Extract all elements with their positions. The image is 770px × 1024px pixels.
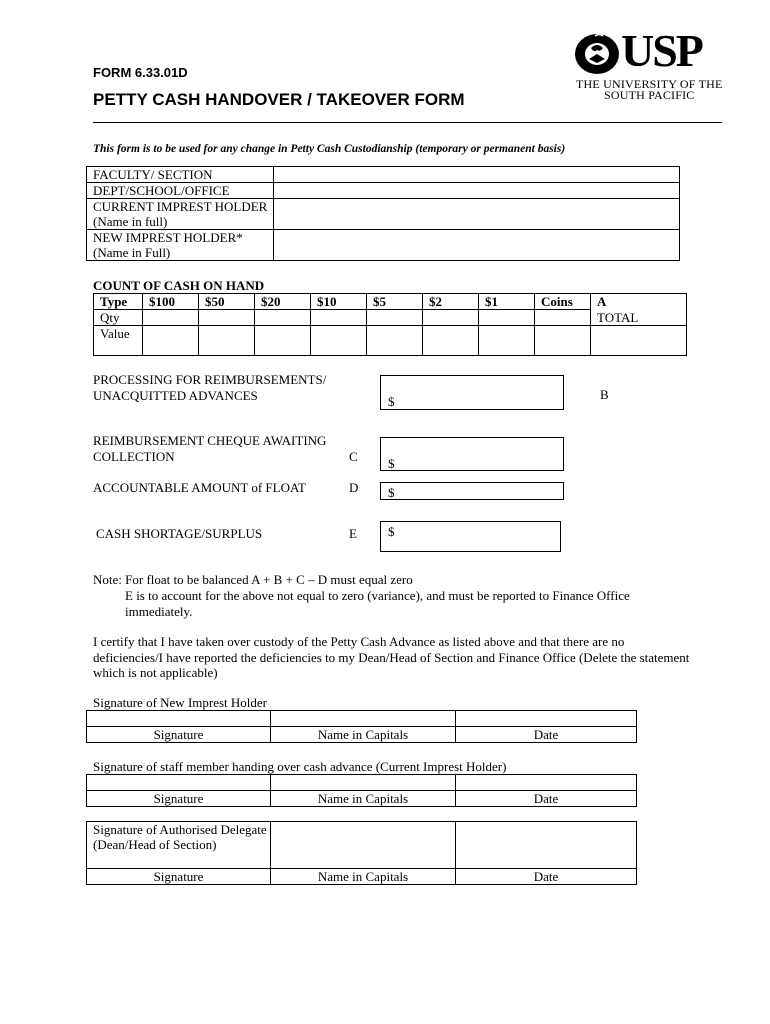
table-row [87, 791, 637, 807]
date-field[interactable] [456, 775, 637, 791]
current-holder-input[interactable] [274, 199, 680, 230]
float-label: ACCOUNTABLE AMOUNT of FLOAT [93, 480, 306, 495]
currency-symbol: $ [388, 394, 395, 409]
qty-cell[interactable] [255, 310, 311, 326]
date-column-label: Date [456, 727, 637, 743]
value-cell[interactable] [367, 326, 423, 356]
dept-input[interactable] [274, 183, 680, 199]
current-holder-signature-table [86, 774, 637, 807]
table-row [87, 230, 680, 261]
new-holder-signature-title: Signature of New Imprest Holder [93, 695, 268, 710]
denomination-coins: Coins [535, 294, 591, 310]
date-field[interactable] [456, 711, 637, 727]
qty-cell[interactable] [199, 310, 255, 326]
dept-label: DEPT/SCHOOL/OFFICE [87, 183, 274, 199]
shortage-amount-box[interactable] [380, 521, 561, 552]
denomination-2: $2 [423, 294, 479, 310]
value-cell[interactable] [423, 326, 479, 356]
denomination-5: $5 [367, 294, 423, 310]
signature-column-label: Signature [87, 727, 271, 743]
usp-crest-icon [573, 32, 625, 76]
details-table [86, 166, 680, 261]
currency-symbol: $ [388, 485, 395, 500]
value-cell[interactable] [143, 326, 199, 356]
new-holder-label: NEW IMPREST HOLDER* (Name in Full) [87, 230, 274, 261]
denomination-10: $10 [311, 294, 367, 310]
title-divider [93, 122, 722, 123]
current-holder-signature-title: Signature of staff member handing over cash advance (Current Imprest Holder) [93, 759, 507, 774]
note-line-2: E is to account for the above not equal to zero (variance), and must be reported to Finance Office immediately. [125, 588, 630, 619]
denomination-20: $20 [255, 294, 311, 310]
cash-count-heading: COUNT OF CASH ON HAND [93, 278, 265, 293]
processing-amount-box[interactable] [380, 375, 564, 410]
currency-symbol: $ [388, 456, 395, 471]
table-row [87, 775, 637, 791]
qty-cell[interactable] [423, 310, 479, 326]
qty-cell[interactable] [143, 310, 199, 326]
delegate-signature-table [86, 821, 637, 885]
value-cell[interactable] [199, 326, 255, 356]
cash-count-table [93, 293, 687, 356]
processing-label: PROCESSING FOR REIMBURSEMENTS/ UNACQUITTED ADVANCES [93, 372, 327, 403]
certification-statement: I certify that I have taken over custody of the Petty Cash Advance as listed above and that there are no deficiencies/I have reported the deficiencies to my Dean/Head of Section and Finance Office (Delete the statement which is not applicable) [93, 634, 690, 680]
qty-cell[interactable] [311, 310, 367, 326]
value-cell[interactable] [535, 326, 591, 356]
signature-field[interactable] [87, 775, 271, 791]
university-line-1: THE UNIVERSITY OF THE [576, 77, 723, 91]
new-holder-input[interactable] [274, 230, 680, 261]
processing-letter: B [600, 387, 609, 402]
table-row [87, 183, 680, 199]
float-amount-box[interactable] [380, 482, 564, 500]
new-holder-signature-table [86, 710, 637, 743]
name-field[interactable] [271, 711, 456, 727]
name-column-label: Name in Capitals [271, 791, 456, 807]
table-row [94, 294, 687, 310]
name-field[interactable] [271, 822, 456, 869]
faculty-input[interactable] [274, 167, 680, 183]
qty-cell[interactable] [367, 310, 423, 326]
cheque-amount-box[interactable] [380, 437, 564, 471]
shortage-letter: E [349, 526, 357, 541]
qty-cell[interactable] [535, 310, 591, 326]
note-line-1: Note: For float to be balanced A + B + C – D must equal zero [93, 572, 413, 587]
table-row [87, 199, 680, 230]
name-field[interactable] [271, 775, 456, 791]
type-header: Type [94, 294, 143, 310]
name-column-label: Name in Capitals [271, 727, 456, 743]
denomination-50: $50 [199, 294, 255, 310]
value-cell[interactable] [479, 326, 535, 356]
page-title: PETTY CASH HANDOVER / TAKEOVER FORM [93, 90, 465, 109]
cheque-label: REIMBURSEMENT CHEQUE AWAITING COLLECTION [93, 433, 327, 464]
denomination-100: $100 [143, 294, 199, 310]
signature-column-label: Signature [87, 791, 271, 807]
date-field[interactable] [456, 822, 637, 869]
form-number: FORM 6.33.01D [93, 65, 188, 80]
usp-logo [573, 25, 738, 103]
currency-symbol: $ [388, 524, 395, 539]
delegate-signature-label: Signature of Authorised Delegate (Dean/Head of Section) [87, 822, 271, 869]
total-column-header: A [591, 294, 687, 310]
name-column-label: Name in Capitals [271, 869, 456, 885]
total-label: TOTAL [591, 310, 687, 326]
value-label: Value [94, 326, 143, 356]
table-row [87, 711, 637, 727]
current-holder-label: CURRENT IMPREST HOLDER (Name in full) [87, 199, 274, 230]
value-cell[interactable] [311, 326, 367, 356]
denomination-1: $1 [479, 294, 535, 310]
qty-label: Qty [94, 310, 143, 326]
date-column-label: Date [456, 791, 637, 807]
shortage-label: CASH SHORTAGE/SURPLUS [96, 526, 263, 541]
qty-cell[interactable] [479, 310, 535, 326]
table-row [87, 869, 637, 885]
table-row [87, 167, 680, 183]
table-row [87, 822, 637, 869]
cheque-letter: C [349, 449, 358, 464]
value-cell[interactable] [255, 326, 311, 356]
university-line-2: SOUTH PACIFIC [604, 88, 695, 102]
float-letter: D [349, 480, 359, 495]
table-row [94, 326, 687, 356]
table-row [94, 310, 687, 326]
intro-text: This form is to be used for any change in Petty Cash Custodianship (temporary or permanent basis) [93, 143, 566, 155]
date-column-label: Date [456, 869, 637, 885]
signature-column-label: Signature [87, 869, 271, 885]
total-value-cell[interactable] [591, 326, 687, 356]
signature-field[interactable] [87, 711, 271, 727]
table-row [87, 727, 637, 743]
logo-text: USP [621, 25, 702, 76]
faculty-label: FACULTY/ SECTION [87, 167, 274, 183]
